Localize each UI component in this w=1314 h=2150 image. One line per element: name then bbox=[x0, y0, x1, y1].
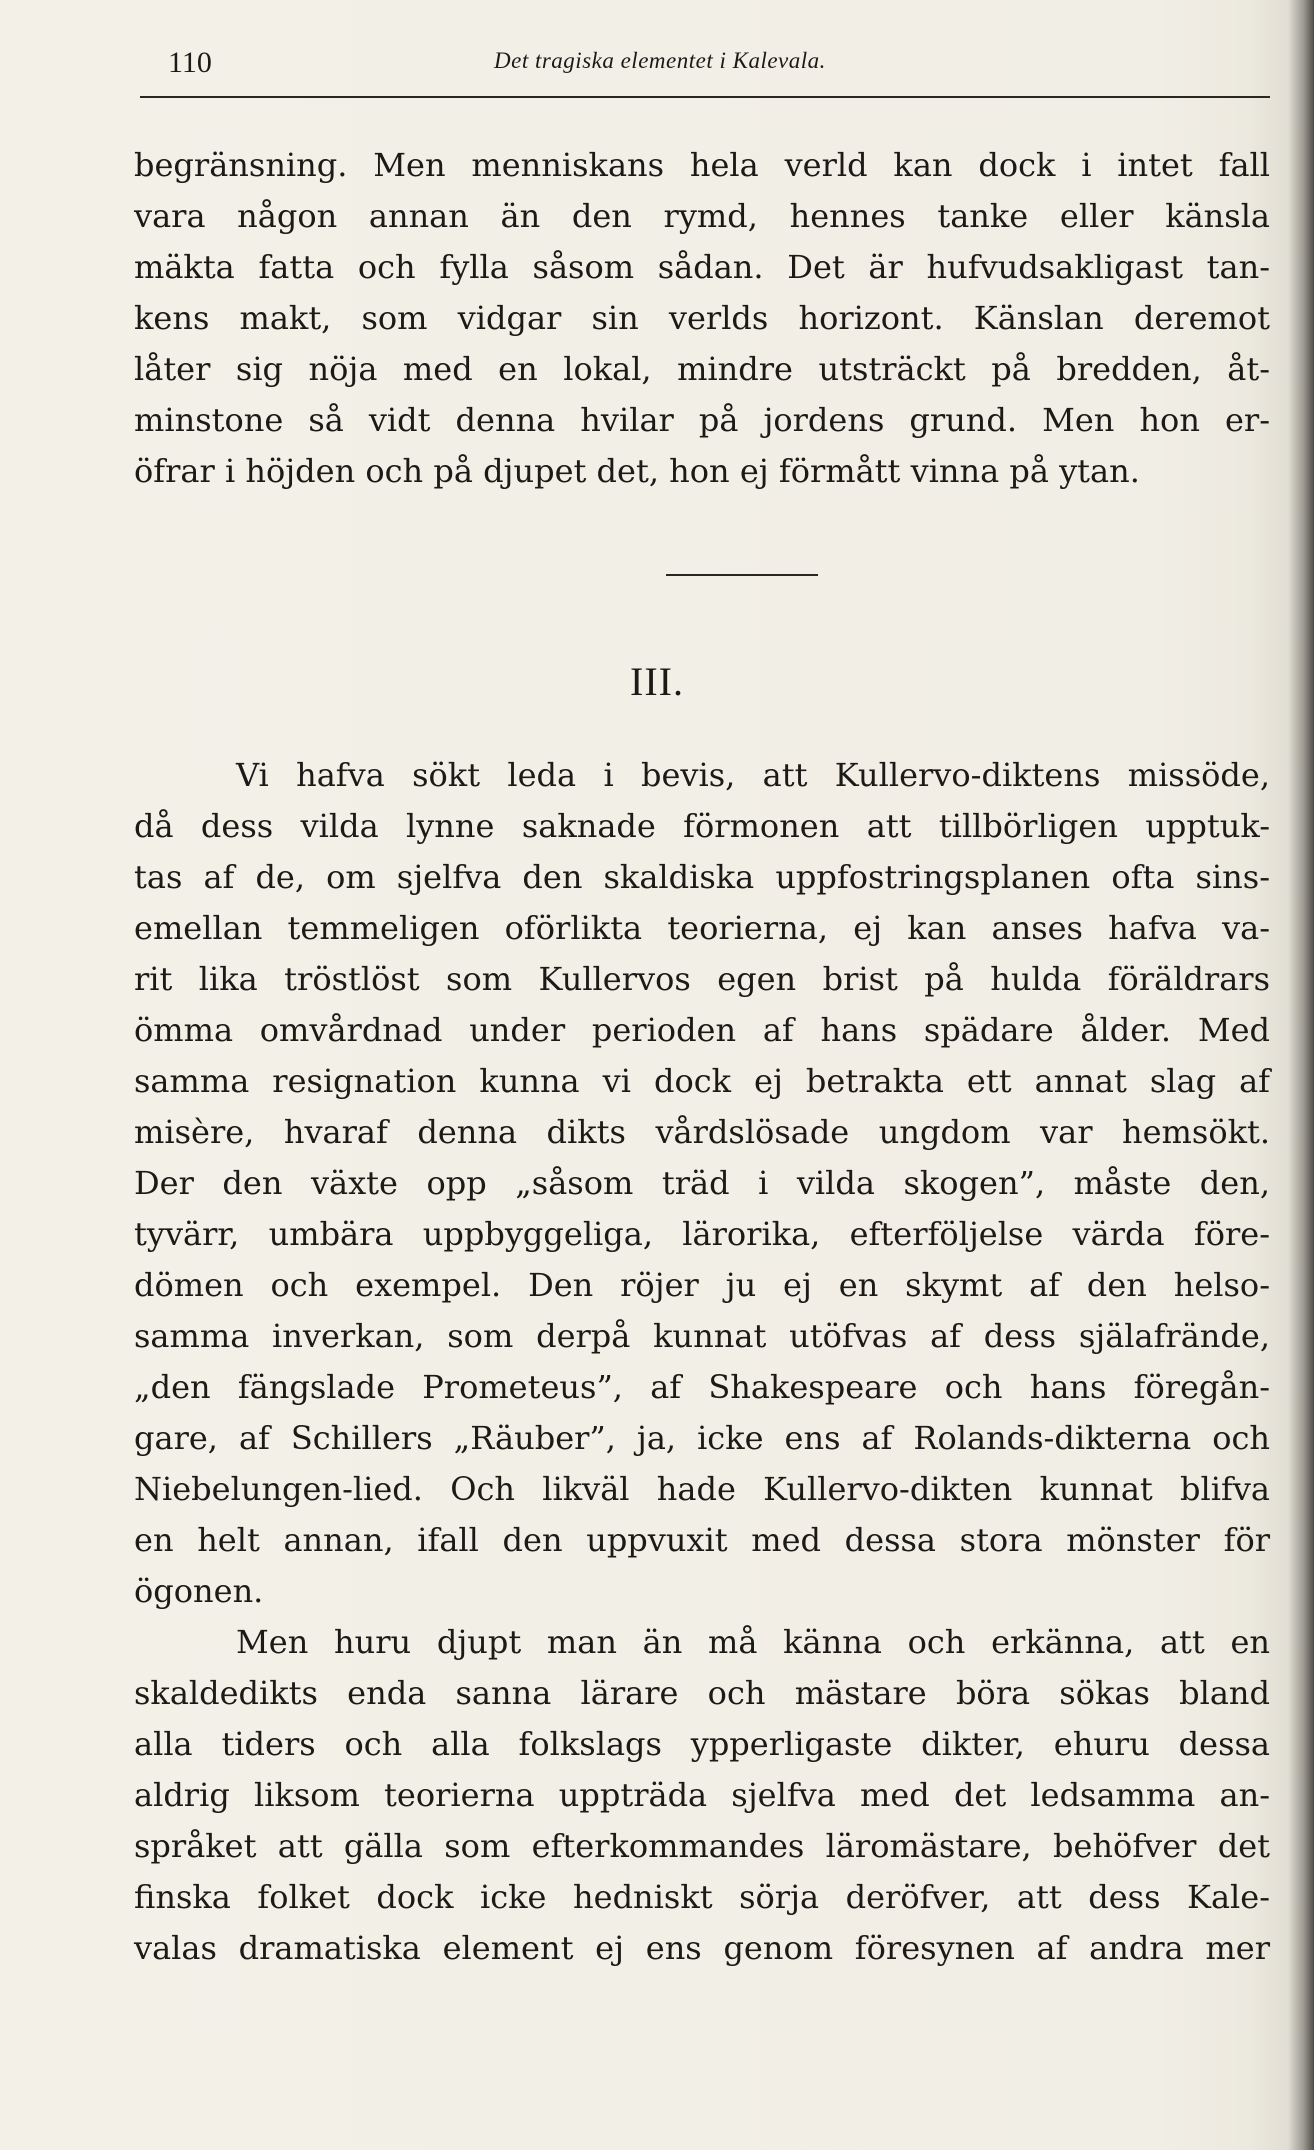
text-line: vara någon annan än den rymd, hennes tanke eller känsla bbox=[134, 197, 1270, 235]
text-line: „den fängslade Prometeus”, af Shakespeare och hans föregån- bbox=[134, 1368, 1270, 1406]
text-line: misère, hvaraf denna dikts vårdslösade ungdom var hemsökt. bbox=[134, 1113, 1270, 1151]
text-line: tyvärr, umbära uppbyggeliga, lärorika, efterföljelse värda före- bbox=[134, 1215, 1270, 1253]
text-line: skaldedikts enda sanna lärare och mästare böra sökas bland bbox=[134, 1674, 1270, 1712]
text-line: Der den växte opp „såsom träd i vilda skogen”, måste den, bbox=[134, 1164, 1270, 1202]
text-line: språket att gälla som efterkommandes läromästare, behöfver det bbox=[134, 1827, 1270, 1865]
text-line: Vi hafva sökt leda i bevis, att Kullervo-diktens missöde, bbox=[236, 756, 1270, 794]
text-line: Niebelungen-lied. Och likväl hade Kullervo-dikten kunnat blifva bbox=[134, 1470, 1270, 1508]
section-divider bbox=[666, 574, 818, 576]
text-line: gare, af Schillers „Räuber”, ja, icke ens af Rolands-dikterna och bbox=[134, 1419, 1270, 1457]
text-line: alla tiders och alla folkslags ypperligaste dikter, ehuru dessa bbox=[134, 1725, 1270, 1763]
text-line: samma resignation kunna vi dock ej betrakta ett annat slag af bbox=[134, 1062, 1270, 1100]
text-line: samma inverkan, som derpå kunnat utöfvas af dess själafrände, bbox=[134, 1317, 1270, 1355]
running-title: Det tragiska elementet i Kalevala. bbox=[494, 48, 826, 73]
text-line: en helt annan, ifall den uppvuxit med dessa stora mönster för bbox=[134, 1521, 1270, 1559]
text-line: emellan temmeligen oförlikta teorierna, ej kan anses hafva va- bbox=[134, 909, 1270, 947]
text-line: aldrig liksom teorierna uppträda sjelfva med det ledsamma an- bbox=[134, 1776, 1270, 1814]
running-head bbox=[134, 36, 1268, 86]
text-line: kens makt, som vidgar sin verlds horizont. Känslan deremot bbox=[134, 299, 1270, 337]
text-line: rit lika tröstlöst som Kullervos egen brist på hulda föräldrars bbox=[134, 960, 1270, 998]
paragraph-1 bbox=[134, 140, 1270, 497]
section-heading: III. bbox=[630, 659, 684, 704]
text-line: låter sig nöja med en lokal, mindre utsträckt på bredden, åt- bbox=[134, 350, 1270, 388]
page-edge-shadow bbox=[1288, 0, 1314, 2150]
text-line: valas dramatiska element ej ens genom föresynen af andra mer bbox=[134, 1929, 1270, 1967]
text-line: begränsning. Men menniskans hela verld kan dock i intet fall bbox=[134, 146, 1270, 184]
text-line: tas af de, om sjelfva den skaldiska uppfostringsplanen ofta sins- bbox=[134, 858, 1270, 896]
text-line: dömen och exempel. Den röjer ju ej en skymt af den helso- bbox=[134, 1266, 1270, 1304]
header-rule bbox=[140, 96, 1270, 98]
text-line: då dess vilda lynne saknade förmonen att tillbörligen upptuk- bbox=[134, 807, 1270, 845]
text-line: mäkta fatta och fylla såsom sådan. Det är hufvudsakligast tan- bbox=[134, 248, 1270, 286]
text-line: öfrar i höjden och på djupet det, hon ej förmått vinna på ytan. bbox=[134, 452, 1140, 490]
page-number: 110 bbox=[168, 46, 212, 79]
text-line: finska folket dock icke hedniskt sörja deröfver, att dess Kale- bbox=[134, 1878, 1270, 1916]
paragraph-2 bbox=[134, 750, 1270, 1974]
text-line: ögonen. bbox=[134, 1572, 264, 1610]
text-line: Men huru djupt man än må känna och erkänna, att en bbox=[236, 1623, 1270, 1661]
text-line: ömma omvårdnad under perioden af hans spädare ålder. Med bbox=[134, 1011, 1270, 1049]
text-line: minstone så vidt denna hvilar på jordens grund. Men hon er- bbox=[134, 401, 1270, 439]
